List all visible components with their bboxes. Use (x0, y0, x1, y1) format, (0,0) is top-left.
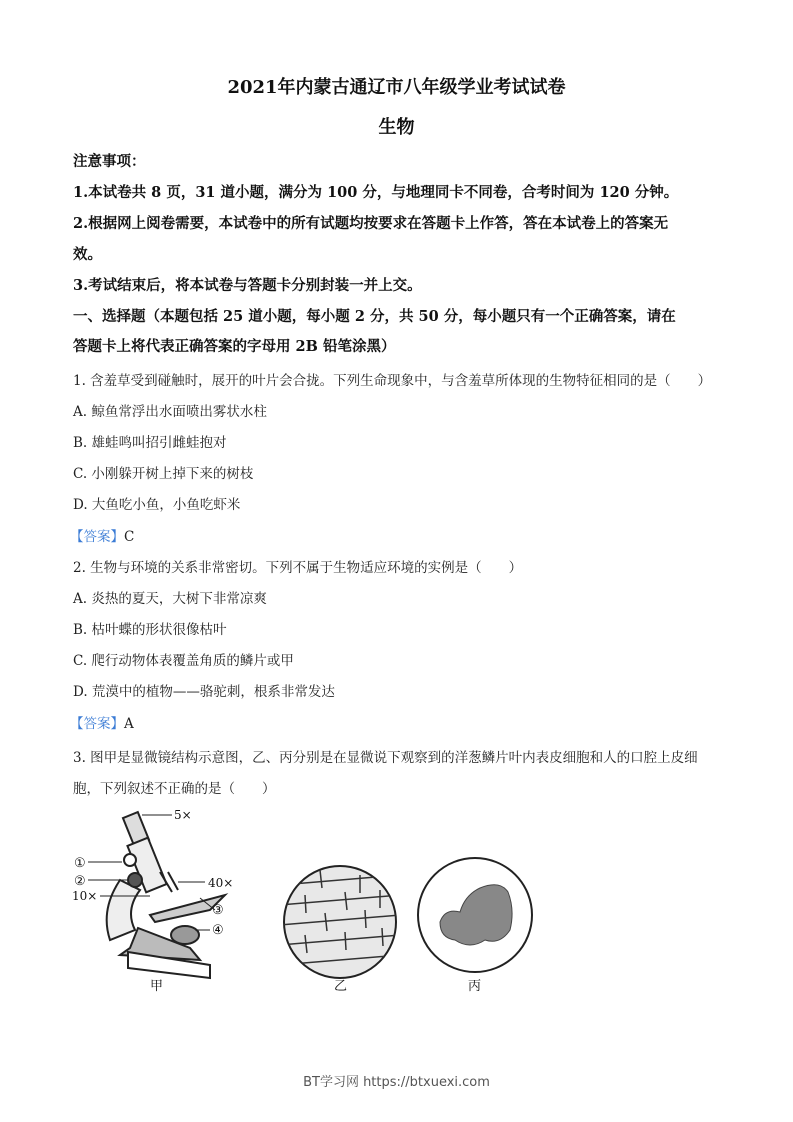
microscope-figure (60, 800, 540, 1000)
note-item: 效。 (73, 246, 102, 263)
answer-label: 【答案】 (70, 716, 124, 732)
answer (70, 712, 134, 732)
answer-label: 【答案】 (70, 529, 124, 545)
low-objective-label: 10× (72, 889, 98, 903)
note-item: 3.考试结束后，将本试卷与答题卡分别封装一并上交。 (73, 277, 422, 294)
note-item: 2.根据网上阅卷需要，本试卷中的所有试题均按要求在答题卡上作答，答在本试卷上的答案无 (73, 215, 669, 232)
note-item: 1.本试卷共 8 页，31 道小题，满分为 100 分，与地理同卡不同卷，合考时间为 120 分钟。 (73, 184, 679, 201)
section-heading-cont: 答题卡上将代表正确答案的字母用 2B 铅笔涂黑） (73, 338, 396, 355)
option-c: C. 小刚躲开树上掉下来的树枝 (73, 466, 254, 482)
microscope-illustration (107, 812, 225, 978)
option-b: B. 枯叶蝶的形状很像枯叶 (73, 622, 227, 638)
option-a: A. 炎热的夏天，大树下非常凉爽 (73, 591, 267, 607)
question-stem: 3. 图甲是显微镜结构示意图，乙、丙分别是在显微说下观察到的洋葱鳞片叶内表皮细胞和人的口腔上皮细 (73, 750, 698, 766)
answer-value: C (124, 529, 135, 545)
question-stem: 1. 含羞草受到碰触时，展开的叶片会合拢。下列生命现象中，与含羞草所体现的生物特征相同的是（ ） (73, 373, 712, 389)
answer-value: A (124, 716, 134, 732)
option-b: B. 雄蛙鸣叫招引雌蛙抱对 (73, 435, 227, 451)
caption-jia: 甲 (150, 979, 164, 994)
question-stem: 2. 生物与环境的关系非常密切。下列不属于生物适应环境的实例是（ ） (73, 560, 523, 576)
subject-title: 生物 (378, 117, 415, 138)
marker-4: ④ (212, 923, 224, 938)
marker-1: ① (74, 856, 86, 871)
section-heading: 一、选择题（本题包括 25 道小题，每小题 2 分，共 50 分，每小题只有一个正确答案，请在 (73, 308, 676, 325)
onion-cells-illustration (280, 866, 400, 978)
option-c: C. 爬行动物体表覆盖角质的鳞片或甲 (73, 653, 294, 669)
cheek-cells-illustration (418, 858, 532, 972)
option-d: D. 荒漠中的植物——骆驼刺，根系非常发达 (73, 684, 335, 700)
objective-label: 40× (208, 876, 234, 890)
marker-3: ③ (212, 903, 224, 918)
caption-bing: 丙 (468, 979, 482, 994)
caption-yi: 乙 (334, 979, 348, 994)
option-a: A. 鲸鱼常浮出水面喷出雾状水柱 (73, 404, 267, 420)
option-d: D. 大鱼吃小鱼，小鱼吃虾米 (73, 497, 241, 513)
notes-heading: 注意事项： (73, 153, 146, 170)
eyepiece-label: 5× (174, 808, 192, 822)
marker-2: ② (74, 874, 86, 889)
question-stem-cont: 胞，下列叙述不正确的是（ ） (73, 781, 276, 797)
page-title: 2021年内蒙古通辽市八年级学业考试试卷 (227, 77, 566, 98)
answer (70, 525, 134, 545)
footer-watermark: BT学习网 https://btxuexi.com (303, 1075, 490, 1090)
